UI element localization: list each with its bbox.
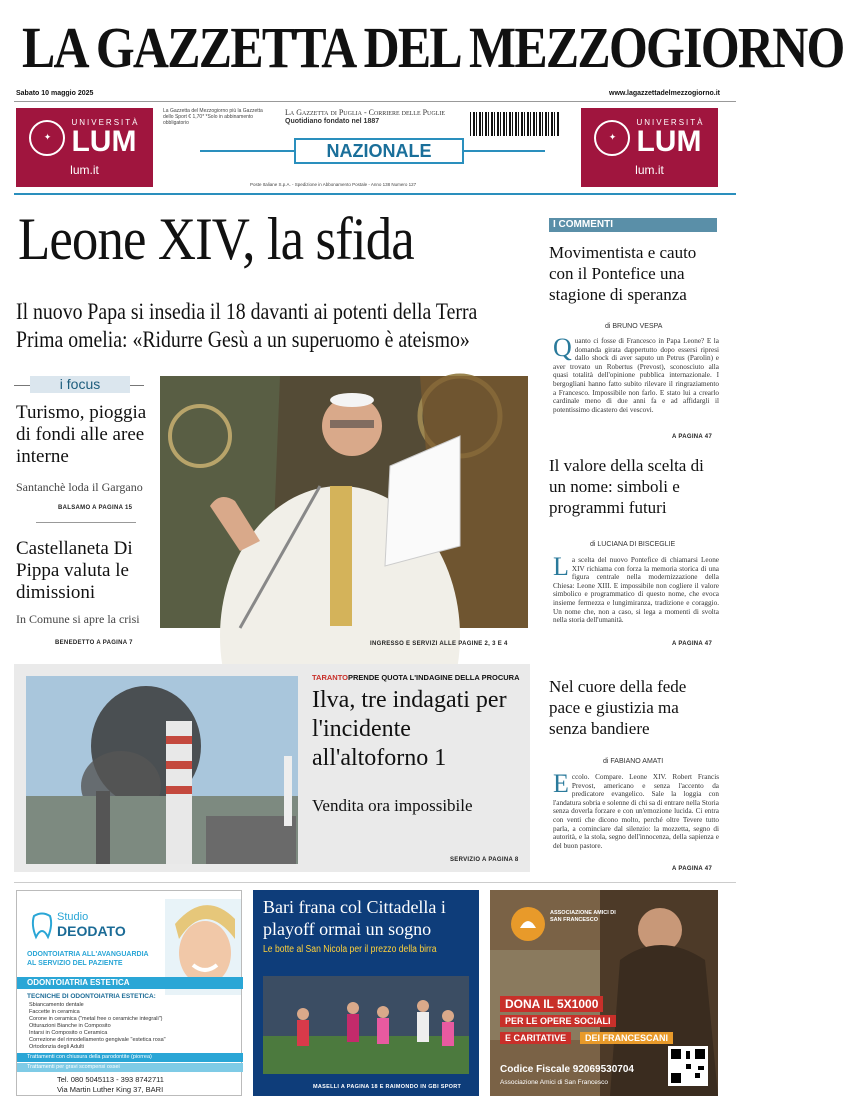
- deodato-band-1: Trattamenti con chiusura della parodontite (piorrea): [17, 1053, 243, 1062]
- comment-3-ref: A PAGINA 47: [672, 866, 713, 872]
- edition-label: NAZIONALE: [294, 138, 464, 164]
- comment-3-body: [553, 769, 719, 861]
- bari-headline[interactable]: Bari frana col Cittadella i playoff ormai un sogno: [263, 897, 446, 939]
- lum-brand: LUM: [636, 125, 702, 158]
- technique-item: Intarsi in Composito o Ceramica: [29, 1030, 108, 1036]
- comment-3-text: ccolo. Compare. Leone XIV. Robert Francis Prevost, americano e senza l'accento da predicatore evangelico. Sale la loggia con l'andatura sobria e solenne di chi sa di entrare nella Storia senza doverla forzare e con un'emozione lucida. Ci entra con venti che dicono molto, perché oltre Tevere tutto parla, a cominciare dal silenzio: la mozzetta, segno di autorità, e la stola, segno dell'innocenza, della sapienza e del buon pastore.: [553, 773, 719, 850]
- lum-seal-icon: ✦: [29, 120, 65, 156]
- lum-ad-right[interactable]: [581, 108, 718, 187]
- qr-code-icon[interactable]: [668, 1046, 708, 1086]
- lum-url: lum.it: [635, 163, 664, 177]
- deodato-tagline-1: ODONTOIATRIA ALL'AVANGUARDIA: [27, 951, 149, 958]
- comment-2-headline[interactable]: Il valore della scelta di un nome: simboli e programmi futuri: [549, 456, 704, 517]
- deodato-address: Via Martin Luther King 37, BARI: [57, 1085, 164, 1094]
- header-rule: [14, 193, 736, 195]
- ilva-headline[interactable]: Ilva, tre indagati per l'incidente all'altoforno 1: [312, 687, 507, 771]
- deodato-techniques-title: TECNICHE DI ODONTOIATRIA ESTETICA:: [27, 993, 156, 1000]
- francescani-logo-icon: [510, 906, 546, 942]
- masthead-subtitle: La Gazzetta di Puglia - Corriere delle Puglie: [285, 108, 446, 117]
- francescani-line3a: E CARITATIVE: [500, 1032, 571, 1044]
- bari-panel[interactable]: [253, 890, 479, 1096]
- deodato-ad[interactable]: [16, 890, 242, 1096]
- francescani-ad[interactable]: [490, 890, 718, 1096]
- focus-1-headline[interactable]: Turismo, pioggia di fondi alle aree interne: [16, 402, 147, 467]
- bari-ref: MASELLI A PAGINA 18 E RAIMONDO IN GBI SPORT: [313, 1084, 462, 1090]
- masthead-title: LA GAZZETTA DEL MEZZOGIORNO: [22, 15, 844, 80]
- comment-3-headline[interactable]: Nel cuore della fede pace e giustizia ma senza bandiere: [549, 677, 687, 738]
- comment-2-byline: di LUCIANA DI BISCEGLIE: [590, 541, 676, 548]
- focus-2-ref: BENEDETTO A PAGINA 7: [55, 640, 133, 646]
- lum-seal-icon: ✦: [594, 120, 630, 156]
- francescani-line2: PER LE OPERE SOCIALI: [500, 1015, 616, 1027]
- photo-ref: INGRESSO E SERVIZI ALLE PAGINE 2, 3 E 4: [370, 641, 508, 647]
- lum-university: UNIVERSITÀ: [71, 118, 140, 127]
- bari-photo: [263, 976, 469, 1074]
- comment-2-body: [553, 552, 719, 634]
- ilva-kicker: PRENDE QUOTA L'INDAGINE DELLA PROCURA: [348, 673, 520, 682]
- dropcap: Q: [553, 333, 572, 362]
- technique-item: Ortodonzia degli Adulti: [29, 1044, 85, 1050]
- lead-headline[interactable]: Leone XIV, la sfida: [18, 206, 414, 272]
- technique-item: Correzione del rimodellamento gengivale "estetica rosa": [29, 1037, 166, 1043]
- comment-1-ref: A PAGINA 47: [672, 434, 713, 440]
- deodato-techniques-list: [29, 1002, 166, 1051]
- barcode: [470, 112, 560, 136]
- focus-2-headline[interactable]: Castellaneta Di Pippa valuta le dimissioni: [16, 538, 133, 603]
- issue-date: Sabato 10 maggio 2025: [16, 90, 94, 97]
- lead-subhead-1: Il nuovo Papa si insedia il 18 davanti ai potenti della Terra: [16, 299, 478, 324]
- focus-1-kicker: Santanchè loda il Gargano: [16, 480, 143, 494]
- imprint: Poste Italiane S.p.A. - Spedizione in Abbonamento Postale - Anno 138 Numero 127: [250, 182, 417, 187]
- comment-1-body: [553, 333, 719, 429]
- comment-2-text: a scelta del nuovo Pontefice di chiamarsi Leone XIV richiama con forza la memoria storica di una figura centrale nella modernizzazione della Chiesa: Leone XIII. E impossibile non cogliere il valore simbolico e programmatico di questo nome, che evoca insieme fermezza e lungimiranza, tradizione e coraggio. Un nome che, non a caso, si lega a momenti di svolta nella storia dell'umanità.: [553, 556, 719, 625]
- pope-photo[interactable]: [160, 376, 528, 628]
- ilva-photo: [26, 676, 298, 864]
- focus-1-ref: BALSAMO A PAGINA 15: [58, 505, 133, 511]
- dropcap: E: [553, 769, 569, 798]
- deodato-phone[interactable]: Tel. 080 5045113 - 393 8742711: [57, 1075, 164, 1084]
- deodato-tagline-2: AL SERVIZIO DEL PAZIENTE: [27, 960, 123, 967]
- francescani-cf: Codice Fiscale 92069530704: [500, 1064, 634, 1075]
- bottom-rule: [14, 882, 736, 883]
- founded: Quotidiano fondato nel 1887: [285, 118, 380, 125]
- focus-divider: [36, 522, 136, 523]
- deodato-band-2: Trattamenti per gravi scompensi ossei: [17, 1063, 243, 1072]
- deodato-studio: Studio: [57, 911, 89, 923]
- technique-item: Otturazioni Bianche in Composito: [29, 1023, 111, 1029]
- lum-ad-left[interactable]: [16, 108, 153, 187]
- francescani-line1: DONA IL 5X1000: [500, 996, 603, 1012]
- price-note: La Gazzetta del Mezzogiorno più la Gazzetta dello Sport € 1,70* *Solo in abbinamento obbligatorio: [163, 108, 263, 126]
- comment-3-byline: di FABIANO AMATI: [603, 758, 664, 765]
- lum-brand: LUM: [71, 125, 137, 158]
- technique-item: Sbiancamento dentale: [29, 1002, 84, 1008]
- ilva-ref: SERVIZIO A PAGINA 8: [450, 857, 519, 863]
- lead-subhead-2: Prima omelia: «Ridurre Gesù a un superuomo è ateismo»: [16, 327, 470, 352]
- lum-url: lum.it: [70, 163, 99, 177]
- masthead-rule: [14, 101, 736, 102]
- ilva-kicker-city: TARANTO: [312, 673, 348, 682]
- lum-university: UNIVERSITÀ: [636, 118, 705, 127]
- technique-item: Faccette in ceramica: [29, 1009, 80, 1015]
- francescani-assoc: Associazione Amici di San Francesco: [500, 1079, 609, 1086]
- technique-item: Corone in ceramica ("metal free o ceramiche integrali"): [29, 1016, 163, 1022]
- commenti-label: I COMMENTI: [549, 218, 717, 232]
- francescani-line3b: DEI FRANCESCANI: [580, 1032, 673, 1044]
- ilva-subhead: Vendita ora impossibile: [312, 796, 473, 815]
- tooth-icon: [31, 913, 53, 939]
- comment-1-text: uanto ci fosse di Francesco in Papa Leone? E la domanda girata dappertutto dopo essersi ripresi dallo shock di aver saputo un Petrus (Parolin) e aver trovato un Robertus (Prevost), sconosciuto alla quasi totalità dell'opinione pubblica internazionale. I bergogliani hanno fatto subito rilevare il ringraziamento a Francesco. Impossibile non farlo. E stato lui a crearlo cardinale meno di due anni fa e ad affidargli il potentissimo dicastero dei vescovi.: [553, 337, 719, 414]
- website[interactable]: www.lagazzettadelmezzogiorno.it: [609, 90, 720, 97]
- dropcap: L: [553, 552, 569, 581]
- comment-2-ref: A PAGINA 47: [672, 641, 713, 647]
- comment-1-byline: di BRUNO VESPA: [605, 323, 663, 330]
- deodato-section: ODONTOIATRIA ESTETICA: [17, 977, 243, 989]
- focus-label: i focus: [30, 376, 130, 393]
- focus-2-kicker: In Comune si apre la crisi: [16, 612, 140, 626]
- bari-subhead: Le botte al San Nicola per il prezzo della birra: [263, 944, 437, 955]
- francescani-assoc-top: ASSOCIAZIONE AMICI DI SAN FRANCESCO: [550, 910, 616, 923]
- deodato-name: DEODATO: [57, 923, 126, 939]
- comment-1-headline[interactable]: Movimentista e cauto con il Pontefice una stagione di speranza: [549, 243, 697, 304]
